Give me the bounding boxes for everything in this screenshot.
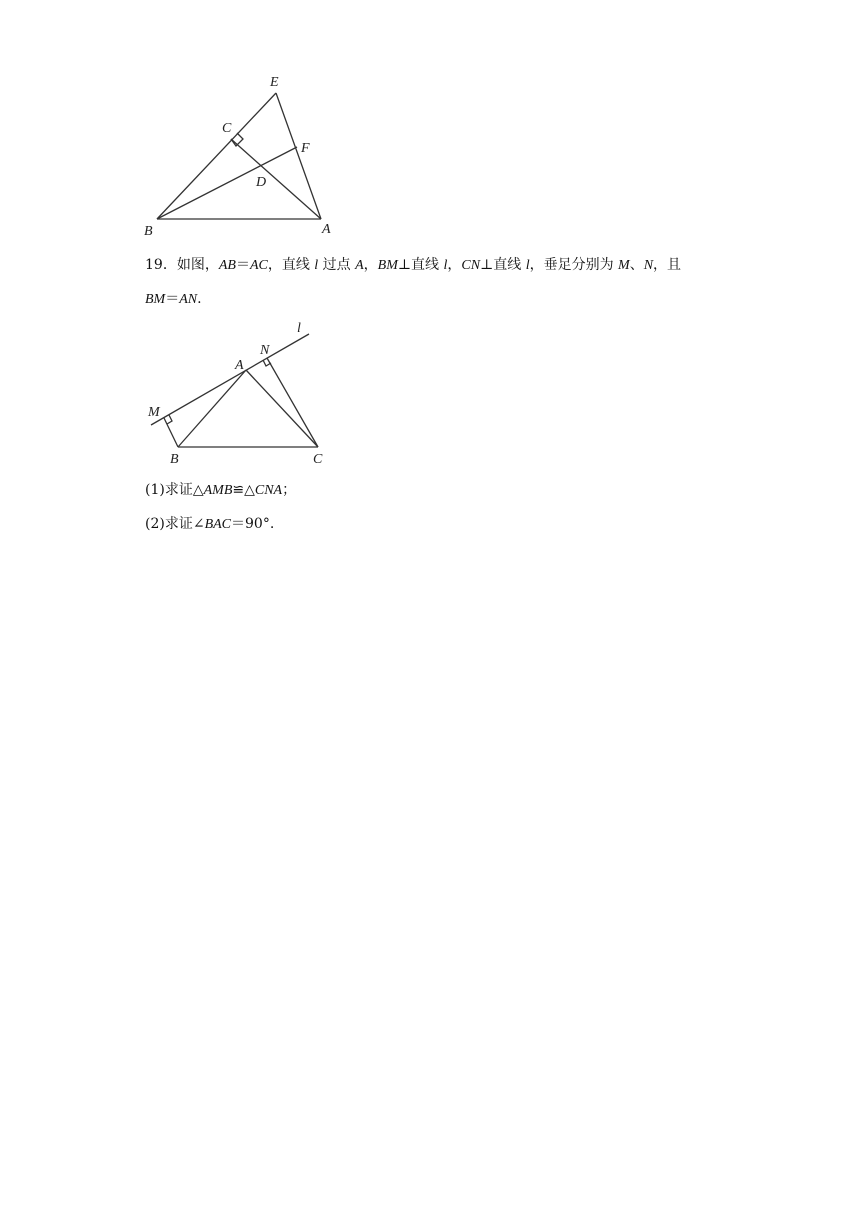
label-l: l (297, 321, 301, 336)
label-B: B (170, 452, 179, 467)
part-1-question: (1)求证△AMB≌△CNA； (145, 482, 297, 498)
segment-AB (178, 370, 246, 447)
segment-BF (157, 147, 297, 219)
right-angle-mark-N (263, 360, 271, 366)
label-D: D (256, 175, 267, 190)
label-A: A (235, 358, 244, 373)
label-E: E (270, 75, 279, 90)
segment-EA (276, 93, 321, 219)
label-N: N (260, 343, 270, 358)
label-C: C (222, 121, 232, 136)
problem-19-line-2: BM＝AN. (145, 291, 202, 307)
right-angle-mark-M (167, 415, 172, 424)
segment-BE (157, 93, 276, 219)
label-A: A (322, 222, 331, 237)
problem-number: 19． (145, 257, 177, 273)
part-2-question: (2)求证∠BAC＝90°. (145, 516, 275, 532)
figure-1-diagram (0, 0, 860, 245)
label-B: B (144, 224, 153, 239)
label-C: C (313, 452, 323, 467)
label-F: F (301, 141, 310, 156)
problem-19-line-1: 19．如图，AB＝AC，直线 l 过点 A，BM⊥直线 l，CN⊥直线 l，垂足分别为 M、N，且 (145, 257, 682, 273)
figure-2-diagram (0, 310, 860, 470)
segment-AC (246, 370, 318, 447)
segment-CN (267, 358, 318, 447)
label-M: M (148, 405, 160, 420)
